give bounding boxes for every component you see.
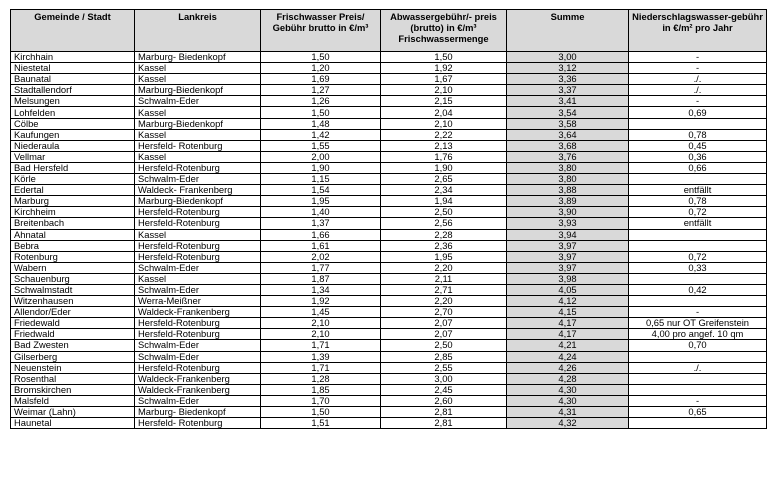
cell-gemeinde: Edertal — [11, 185, 135, 196]
cell-gemeinde: Bad Hersfeld — [11, 162, 135, 173]
table-body — [11, 52, 767, 429]
cell-landkreis: Hersfeld-Rotenburg — [135, 251, 261, 262]
cell-niederschlag: ./. — [629, 362, 767, 373]
cell-niederschlag — [629, 118, 767, 129]
cell-abwasser: 1,76 — [381, 151, 507, 162]
table-row — [11, 273, 767, 284]
header-niederschlag: Niederschlagswasser-gebühr in €/m² pro Jahr — [629, 10, 767, 52]
cell-gemeinde: Rosenthal — [11, 373, 135, 384]
cell-abwasser: 2,04 — [381, 107, 507, 118]
cell-gemeinde: Cölbe — [11, 118, 135, 129]
cell-landkreis: Hersfeld-Rotenburg — [135, 318, 261, 329]
cell-frischwasser: 1,61 — [261, 240, 381, 251]
table-row — [11, 74, 767, 85]
cell-frischwasser: 1,45 — [261, 307, 381, 318]
cell-frischwasser: 1,20 — [261, 63, 381, 74]
cell-abwasser: 2,70 — [381, 307, 507, 318]
cell-abwasser: 2,85 — [381, 351, 507, 362]
cell-abwasser: 2,81 — [381, 418, 507, 429]
cell-gemeinde: Baunatal — [11, 74, 135, 85]
cell-abwasser: 1,67 — [381, 74, 507, 85]
cell-frischwasser: 1,92 — [261, 296, 381, 307]
cell-frischwasser: 1,48 — [261, 118, 381, 129]
header-abwasser: Abwassergebühr/- preis (brutto) in €/m³ Frischwassermenge — [381, 10, 507, 52]
header-landkreis: Lankreis — [135, 10, 261, 52]
cell-summe: 3,89 — [507, 196, 629, 207]
cell-niederschlag: 0,72 — [629, 207, 767, 218]
cell-niederschlag: 0,78 — [629, 196, 767, 207]
cell-frischwasser: 1,71 — [261, 340, 381, 351]
cell-summe: 3,76 — [507, 151, 629, 162]
cell-abwasser: 2,71 — [381, 284, 507, 295]
cell-gemeinde: Niestetal — [11, 63, 135, 74]
table-row — [11, 240, 767, 251]
cell-frischwasser: 1,51 — [261, 418, 381, 429]
cell-frischwasser: 1,71 — [261, 362, 381, 373]
cell-gemeinde: Schauenburg — [11, 273, 135, 284]
cell-gemeinde: Wabern — [11, 262, 135, 273]
cell-abwasser: 2,34 — [381, 185, 507, 196]
table-row — [11, 85, 767, 96]
cell-summe: 4,15 — [507, 307, 629, 318]
cell-frischwasser: 1,77 — [261, 262, 381, 273]
table-row — [11, 129, 767, 140]
cell-abwasser: 2,20 — [381, 296, 507, 307]
cell-summe: 3,00 — [507, 52, 629, 63]
cell-summe: 3,97 — [507, 262, 629, 273]
cell-landkreis: Schwalm-Eder — [135, 96, 261, 107]
table-row — [11, 96, 767, 107]
cell-summe: 3,36 — [507, 74, 629, 85]
cell-niederschlag — [629, 373, 767, 384]
cell-gemeinde: Ahnatal — [11, 229, 135, 240]
cell-landkreis: Schwalm-Eder — [135, 351, 261, 362]
cell-gemeinde: Friedwald — [11, 329, 135, 340]
cell-frischwasser: 1,95 — [261, 196, 381, 207]
cell-summe: 3,97 — [507, 240, 629, 251]
cell-summe: 4,24 — [507, 351, 629, 362]
cell-niederschlag: 0,45 — [629, 140, 767, 151]
table-row — [11, 52, 767, 63]
cell-niederschlag: - — [629, 52, 767, 63]
cell-summe: 3,88 — [507, 185, 629, 196]
cell-gemeinde: Allendor/Eder — [11, 307, 135, 318]
cell-niederschlag: ./. — [629, 85, 767, 96]
cell-niederschlag: 0,65 nur OT Greifenstein — [629, 318, 767, 329]
cell-gemeinde: Bromskirchen — [11, 384, 135, 395]
cell-summe: 3,58 — [507, 118, 629, 129]
cell-summe: 3,12 — [507, 63, 629, 74]
cell-niederschlag — [629, 229, 767, 240]
cell-frischwasser: 1,28 — [261, 373, 381, 384]
cell-frischwasser: 1,27 — [261, 85, 381, 96]
table-row — [11, 63, 767, 74]
cell-niederschlag — [629, 351, 767, 362]
table-row — [11, 218, 767, 229]
table-row — [11, 118, 767, 129]
cell-summe: 4,05 — [507, 284, 629, 295]
cell-abwasser: 2,10 — [381, 118, 507, 129]
cell-summe: 3,90 — [507, 207, 629, 218]
cell-niederschlag: 4,00 pro angef. 10 qm — [629, 329, 767, 340]
cell-niederschlag: entfällt — [629, 218, 767, 229]
cell-niederschlag: 0,69 — [629, 107, 767, 118]
cell-abwasser: 1,90 — [381, 162, 507, 173]
cell-frischwasser: 1,40 — [261, 207, 381, 218]
cell-frischwasser: 1,87 — [261, 273, 381, 284]
table-row — [11, 262, 767, 273]
cell-landkreis: Waldeck- Frankenberg — [135, 185, 261, 196]
cell-frischwasser: 1,37 — [261, 218, 381, 229]
table-row — [11, 307, 767, 318]
cell-niederschlag — [629, 174, 767, 185]
cell-gemeinde: Bebra — [11, 240, 135, 251]
table-row — [11, 407, 767, 418]
cell-summe: 4,30 — [507, 395, 629, 406]
cell-frischwasser: 1,50 — [261, 107, 381, 118]
cell-summe: 4,17 — [507, 318, 629, 329]
cell-frischwasser: 1,50 — [261, 407, 381, 418]
table-row — [11, 229, 767, 240]
cell-summe: 3,97 — [507, 251, 629, 262]
cell-landkreis: Schwalm-Eder — [135, 395, 261, 406]
cell-landkreis: Kassel — [135, 74, 261, 85]
cell-summe: 3,41 — [507, 96, 629, 107]
cell-landkreis: Schwalm-Eder — [135, 340, 261, 351]
cell-frischwasser: 1,34 — [261, 284, 381, 295]
cell-summe: 4,12 — [507, 296, 629, 307]
cell-gemeinde: Kaufungen — [11, 129, 135, 140]
cell-gemeinde: Rotenburg — [11, 251, 135, 262]
header-frischwasser: Frischwasser Preis/ Gebühr brutto in €/m³ — [261, 10, 381, 52]
cell-niederschlag — [629, 296, 767, 307]
cell-summe: 4,17 — [507, 329, 629, 340]
table-row — [11, 207, 767, 218]
cell-abwasser: 2,10 — [381, 85, 507, 96]
cell-summe: 3,54 — [507, 107, 629, 118]
cell-landkreis: Schwalm-Eder — [135, 284, 261, 295]
cell-landkreis: Waldeck-Frankenberg — [135, 384, 261, 395]
cell-landkreis: Hersfeld-Rotenburg — [135, 240, 261, 251]
cell-landkreis: Marburg-Biedenkopf — [135, 118, 261, 129]
cell-gemeinde: Malsfeld — [11, 395, 135, 406]
cell-summe: 3,80 — [507, 162, 629, 173]
cell-frischwasser: 2,10 — [261, 329, 381, 340]
cell-landkreis: Marburg-Biedenkopf — [135, 196, 261, 207]
cell-landkreis: Hersfeld- Rotenburg — [135, 140, 261, 151]
cell-landkreis: Marburg- Biedenkopf — [135, 52, 261, 63]
cell-abwasser: 2,07 — [381, 329, 507, 340]
cell-summe: 3,37 — [507, 85, 629, 96]
cell-landkreis: Hersfeld-Rotenburg — [135, 329, 261, 340]
table-row — [11, 284, 767, 295]
cell-landkreis: Kassel — [135, 151, 261, 162]
cell-niederschlag: - — [629, 96, 767, 107]
table-row — [11, 296, 767, 307]
cell-niederschlag: 0,70 — [629, 340, 767, 351]
cell-niederschlag: 0,66 — [629, 162, 767, 173]
cell-frischwasser: 1,26 — [261, 96, 381, 107]
cell-summe: 4,28 — [507, 373, 629, 384]
cell-niederschlag: 0,72 — [629, 251, 767, 262]
cell-abwasser: 2,50 — [381, 340, 507, 351]
cell-abwasser: 2,13 — [381, 140, 507, 151]
cell-frischwasser: 1,54 — [261, 185, 381, 196]
table-row — [11, 329, 767, 340]
cell-gemeinde: Stadtallendorf — [11, 85, 135, 96]
cell-frischwasser: 1,42 — [261, 129, 381, 140]
cell-landkreis: Kassel — [135, 273, 261, 284]
cell-frischwasser: 1,70 — [261, 395, 381, 406]
cell-gemeinde: Neuenstein — [11, 362, 135, 373]
header-gemeinde: Gemeinde / Stadt — [11, 10, 135, 52]
cell-summe: 4,21 — [507, 340, 629, 351]
table-row — [11, 351, 767, 362]
cell-frischwasser: 1,85 — [261, 384, 381, 395]
cell-landkreis: Marburg- Biedenkopf — [135, 407, 261, 418]
table-row — [11, 418, 767, 429]
cell-abwasser: 2,50 — [381, 207, 507, 218]
cell-abwasser: 2,60 — [381, 395, 507, 406]
cell-abwasser: 2,07 — [381, 318, 507, 329]
table-row — [11, 318, 767, 329]
cell-abwasser: 1,95 — [381, 251, 507, 262]
cell-frischwasser: 1,39 — [261, 351, 381, 362]
table-row — [11, 140, 767, 151]
cell-summe: 3,98 — [507, 273, 629, 284]
header-row — [11, 10, 767, 52]
table-row — [11, 196, 767, 207]
cell-frischwasser: 2,10 — [261, 318, 381, 329]
table-row — [11, 107, 767, 118]
cell-abwasser: 2,22 — [381, 129, 507, 140]
cell-frischwasser: 2,00 — [261, 151, 381, 162]
table-row — [11, 174, 767, 185]
cell-landkreis: Marburg-Biedenkopf — [135, 85, 261, 96]
header-summe: Summe — [507, 10, 629, 52]
cell-frischwasser: 1,55 — [261, 140, 381, 151]
cell-niederschlag: 0,36 — [629, 151, 767, 162]
cell-gemeinde: Haunetal — [11, 418, 135, 429]
cell-gemeinde: Schwalmstadt — [11, 284, 135, 295]
cell-gemeinde: Kirchheim — [11, 207, 135, 218]
cell-niederschlag: ./. — [629, 74, 767, 85]
cell-niederschlag: - — [629, 307, 767, 318]
cell-niederschlag — [629, 418, 767, 429]
cell-landkreis: Hersfeld- Rotenburg — [135, 418, 261, 429]
cell-summe: 4,31 — [507, 407, 629, 418]
cell-abwasser: 2,36 — [381, 240, 507, 251]
cell-abwasser: 2,45 — [381, 384, 507, 395]
cell-landkreis: Hersfeld-Rotenburg — [135, 162, 261, 173]
cell-abwasser: 1,92 — [381, 63, 507, 74]
cell-summe: 4,30 — [507, 384, 629, 395]
cell-abwasser: 1,94 — [381, 196, 507, 207]
cell-niederschlag: 0,33 — [629, 262, 767, 273]
cell-niederschlag: entfällt — [629, 185, 767, 196]
table-row — [11, 185, 767, 196]
cell-niederschlag — [629, 273, 767, 284]
cell-landkreis: Hersfeld-Rotenburg — [135, 362, 261, 373]
table-row — [11, 384, 767, 395]
cell-summe: 4,32 — [507, 418, 629, 429]
table-row — [11, 362, 767, 373]
cell-gemeinde: Friedewald — [11, 318, 135, 329]
cell-abwasser: 3,00 — [381, 373, 507, 384]
cell-abwasser: 1,50 — [381, 52, 507, 63]
cell-landkreis: Hersfeld-Rotenburg — [135, 207, 261, 218]
cell-gemeinde: Lohfelden — [11, 107, 135, 118]
table-row — [11, 395, 767, 406]
cell-landkreis: Kassel — [135, 129, 261, 140]
table-row — [11, 162, 767, 173]
cell-summe: 3,80 — [507, 174, 629, 185]
cell-niederschlag: 0,65 — [629, 407, 767, 418]
cell-gemeinde: Bad Zwesten — [11, 340, 135, 351]
cell-abwasser: 2,65 — [381, 174, 507, 185]
cell-summe: 3,68 — [507, 140, 629, 151]
cell-landkreis: Kassel — [135, 229, 261, 240]
table-row — [11, 340, 767, 351]
table-row — [11, 373, 767, 384]
water-fees-table — [10, 9, 767, 429]
cell-gemeinde: Melsungen — [11, 96, 135, 107]
table-container — [10, 9, 766, 429]
cell-summe: 3,93 — [507, 218, 629, 229]
cell-gemeinde: Witzenhausen — [11, 296, 135, 307]
cell-abwasser: 2,28 — [381, 229, 507, 240]
cell-landkreis: Waldeck-Frankenberg — [135, 373, 261, 384]
cell-summe: 3,64 — [507, 129, 629, 140]
cell-frischwasser: 1,66 — [261, 229, 381, 240]
cell-gemeinde: Vellmar — [11, 151, 135, 162]
cell-niederschlag: - — [629, 395, 767, 406]
cell-landkreis: Schwalm-Eder — [135, 262, 261, 273]
cell-frischwasser: 1,15 — [261, 174, 381, 185]
cell-niederschlag: 0,78 — [629, 129, 767, 140]
cell-frischwasser: 2,02 — [261, 251, 381, 262]
cell-abwasser: 2,56 — [381, 218, 507, 229]
cell-abwasser: 2,20 — [381, 262, 507, 273]
cell-frischwasser: 1,50 — [261, 52, 381, 63]
cell-gemeinde: Kirchhain — [11, 52, 135, 63]
cell-gemeinde: Körle — [11, 174, 135, 185]
table-row — [11, 251, 767, 262]
cell-landkreis: Schwalm-Eder — [135, 174, 261, 185]
cell-gemeinde: Gilserberg — [11, 351, 135, 362]
cell-frischwasser: 1,69 — [261, 74, 381, 85]
cell-abwasser: 2,55 — [381, 362, 507, 373]
cell-landkreis: Werra-Meißner — [135, 296, 261, 307]
cell-gemeinde: Niederaula — [11, 140, 135, 151]
cell-abwasser: 2,81 — [381, 407, 507, 418]
cell-niederschlag — [629, 240, 767, 251]
cell-gemeinde: Weimar (Lahn) — [11, 407, 135, 418]
cell-niederschlag: - — [629, 63, 767, 74]
cell-niederschlag: 0,42 — [629, 284, 767, 295]
table-row — [11, 151, 767, 162]
cell-abwasser: 2,11 — [381, 273, 507, 284]
cell-abwasser: 2,15 — [381, 96, 507, 107]
cell-gemeinde: Breitenbach — [11, 218, 135, 229]
cell-frischwasser: 1,90 — [261, 162, 381, 173]
cell-summe: 3,94 — [507, 229, 629, 240]
cell-summe: 4,26 — [507, 362, 629, 373]
cell-landkreis: Kassel — [135, 107, 261, 118]
cell-niederschlag — [629, 384, 767, 395]
cell-landkreis: Kassel — [135, 63, 261, 74]
cell-gemeinde: Marburg — [11, 196, 135, 207]
cell-landkreis: Waldeck-Frankenberg — [135, 307, 261, 318]
cell-landkreis: Hersfeld-Rotenburg — [135, 218, 261, 229]
